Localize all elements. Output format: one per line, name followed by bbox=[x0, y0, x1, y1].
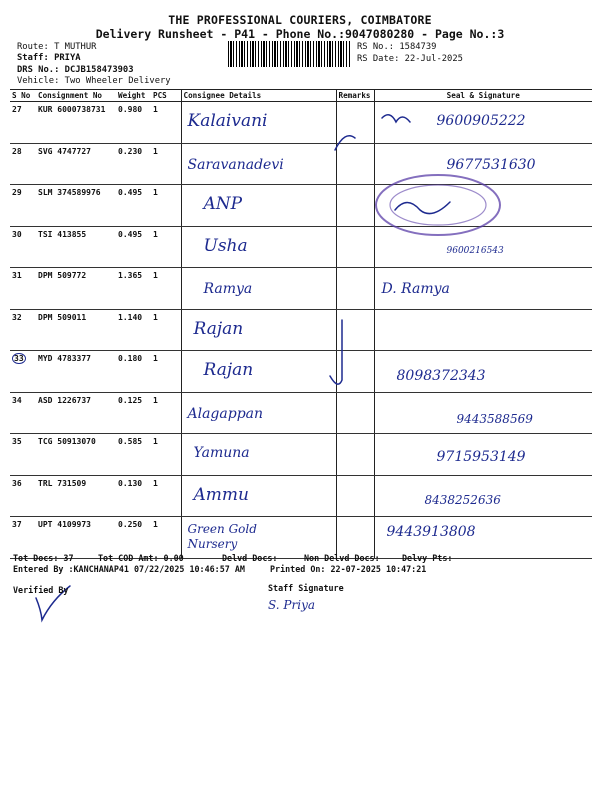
pcs-cell: 1 bbox=[151, 309, 181, 351]
company-title: THE PROFESSIONAL COURIERS, COIMBATORE bbox=[168, 13, 432, 27]
sno-cell: 37 bbox=[10, 517, 36, 559]
weight-cell: 1.140 bbox=[116, 309, 151, 351]
delivery-points: Delvy Pts: bbox=[402, 553, 453, 563]
signature-handwriting: 8438252636 bbox=[424, 492, 501, 507]
vehicle-label: Vehicle: Two Wheeler Delivery bbox=[17, 76, 171, 86]
consignment-cell: KUR 6000738731 bbox=[36, 102, 116, 144]
delivered-docs: Delvd Docs: bbox=[222, 553, 278, 563]
pcs-cell: 1 bbox=[151, 351, 181, 393]
signature-handwriting: 9600905222 bbox=[436, 113, 526, 129]
sno-cell: 29 bbox=[10, 185, 36, 227]
consignee-handwriting: Rajan bbox=[193, 318, 244, 339]
signature-handwriting: D. Ramya bbox=[381, 281, 450, 297]
signature-handwriting: 9677531630 bbox=[446, 156, 536, 173]
signature-handwriting: 9715953149 bbox=[436, 449, 526, 465]
check-mark-1 bbox=[335, 136, 355, 150]
signature-handwriting: 9443913808 bbox=[386, 524, 476, 540]
consignee-handwriting: Alagappan bbox=[187, 405, 264, 422]
sno-cell: 35 bbox=[10, 434, 36, 476]
signature-handwriting: 9600216543 bbox=[446, 245, 504, 256]
row-32-check bbox=[330, 320, 342, 384]
consignment-cell: TCG 50913070 bbox=[36, 434, 116, 476]
consignment-cell: MYD 4783377 bbox=[36, 351, 116, 393]
consignee-handwriting: Ramya bbox=[203, 281, 253, 297]
consignee-handwriting: Kalaivani bbox=[187, 111, 268, 131]
pcs-cell: 1 bbox=[151, 102, 181, 144]
verified-by-label: Verified By bbox=[13, 585, 69, 595]
col-consignment: Consignment No bbox=[36, 90, 116, 102]
consignment-cell: UPT 4109973 bbox=[36, 517, 116, 559]
drs-label: DRS No.: DCJB158473903 bbox=[17, 65, 134, 75]
col-sno: S No bbox=[10, 90, 36, 102]
sno-cell: 28 bbox=[10, 143, 36, 185]
sno-cell: 34 bbox=[10, 392, 36, 434]
consignee-handwriting: ANP bbox=[203, 194, 243, 214]
weight-cell: 0.230 bbox=[116, 143, 151, 185]
consignee-handwriting: Yamuna bbox=[193, 445, 250, 461]
staff-signature-label: Staff Signature bbox=[268, 583, 344, 593]
weight-cell: 0.495 bbox=[116, 185, 151, 227]
pcs-cell: 1 bbox=[151, 268, 181, 310]
pcs-cell: 1 bbox=[151, 517, 181, 559]
consignee-handwriting: Ammu bbox=[193, 484, 249, 505]
consignment-cell: DPM 509011 bbox=[36, 309, 116, 351]
weight-cell: 1.365 bbox=[116, 268, 151, 310]
sno-cell: 27 bbox=[10, 102, 36, 144]
weight-cell: 0.180 bbox=[116, 351, 151, 393]
consignee-handwriting: Saravanadevi bbox=[187, 156, 284, 173]
weight-cell: 0.980 bbox=[116, 102, 151, 144]
staff-label: Staff: PRIYA bbox=[17, 53, 81, 63]
sno-cell: 36 bbox=[10, 475, 36, 517]
total-docs: Tot Docs: 37 bbox=[13, 553, 74, 563]
runsheet-subtitle: Delivery Runsheet - P41 - Phone No.:9047080280 - Page No.:3 bbox=[95, 27, 505, 41]
weight-cell: 0.130 bbox=[116, 475, 151, 517]
signature-scribble bbox=[382, 115, 410, 122]
non-delivered-docs: Non Delvd Docs: bbox=[304, 553, 380, 563]
pcs-cell: 1 bbox=[151, 392, 181, 434]
consignment-cell: DPM 509772 bbox=[36, 268, 116, 310]
consignment-cell: SLM 374589976 bbox=[36, 185, 116, 227]
consignment-cell: TRL 731509 bbox=[36, 475, 116, 517]
col-seal-signature: Seal & Signature bbox=[374, 90, 592, 102]
weight-cell: 0.495 bbox=[116, 226, 151, 268]
weight-cell: 0.250 bbox=[116, 517, 151, 559]
signature-handwriting: 9443588569 bbox=[456, 411, 533, 426]
consignee-handwriting: Green Gold Nursery bbox=[187, 522, 257, 551]
pcs-cell: 1 bbox=[151, 434, 181, 476]
rubber-stamp-inner bbox=[390, 185, 486, 225]
col-weight: Weight bbox=[116, 90, 151, 102]
col-remarks: Remarks bbox=[336, 90, 374, 102]
weight-cell: 0.125 bbox=[116, 392, 151, 434]
route-label: Route: T MUTHUR bbox=[17, 42, 97, 52]
entered-by: Entered By :KANCHANAP41 07/22/2025 10:46:57 AM bbox=[13, 564, 245, 574]
signature-handwriting: 8098372343 bbox=[396, 368, 486, 384]
col-consignee: Consignee Details bbox=[181, 90, 336, 102]
pcs-cell: 1 bbox=[151, 185, 181, 227]
sno-cell: 32 bbox=[10, 309, 36, 351]
staff-signature-handwriting: S. Priya bbox=[268, 598, 316, 612]
consignment-cell: SVG 4747727 bbox=[36, 143, 116, 185]
sno-cell: 31 bbox=[10, 268, 36, 310]
total-cod: Tot COD Amt: 0.00 bbox=[98, 553, 184, 563]
circled-row-number: 33 bbox=[14, 354, 24, 363]
rs-number: RS No.: 1584739 bbox=[357, 42, 437, 52]
consignment-cell: ASD 1226737 bbox=[36, 392, 116, 434]
col-pcs: PCS bbox=[151, 90, 181, 102]
consignee-handwriting: Usha bbox=[203, 235, 248, 256]
weight-cell: 0.585 bbox=[116, 434, 151, 476]
consignee-handwriting: Rajan bbox=[203, 360, 254, 380]
consignment-cell: TSI 413855 bbox=[36, 226, 116, 268]
rubber-stamp bbox=[376, 175, 500, 235]
pcs-cell: 1 bbox=[151, 143, 181, 185]
rs-date: RS Date: 22-Jul-2025 bbox=[357, 54, 463, 64]
sno-cell: 30 bbox=[10, 226, 36, 268]
stamp-scribble bbox=[395, 202, 450, 214]
pcs-cell: 1 bbox=[151, 226, 181, 268]
printed-on: Printed On: 22-07-2025 10:47:21 bbox=[270, 564, 427, 574]
pcs-cell: 1 bbox=[151, 475, 181, 517]
